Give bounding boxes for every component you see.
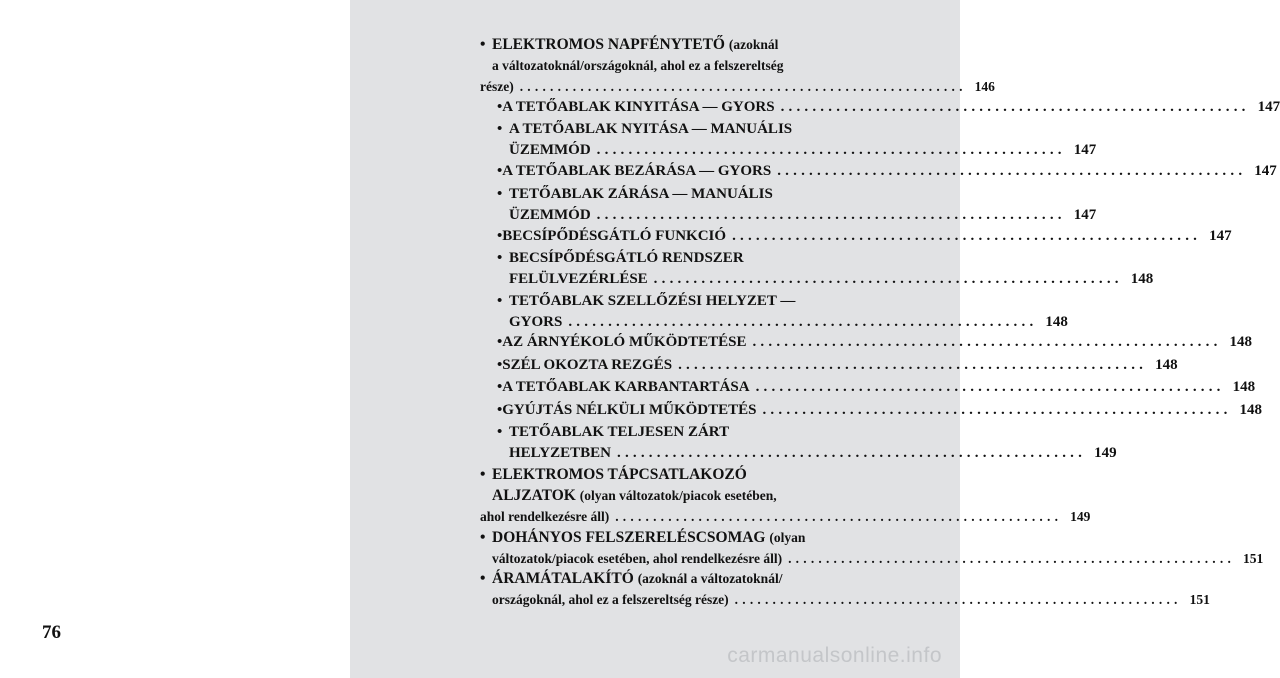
toc-entry-continuation: része)	[480, 79, 514, 94]
page-number: 76	[42, 622, 61, 643]
toc-entry-title: A TETŐABLAK BEZÁRÁSA — GYORS	[502, 163, 772, 179]
bullet-icon: •	[480, 466, 486, 483]
toc-entry-sunroof-open-manual[interactable]	[497, 119, 1097, 161]
bullet-icon: •	[480, 529, 486, 546]
toc-entry-title: ELEKTROMOS TÁPCSATLAKOZÓ	[492, 466, 747, 483]
toc-entry-sunroof-close-manual[interactable]	[497, 184, 1097, 226]
dot-leader: ...........................................................	[762, 402, 1232, 418]
dot-leader: ...........................................................	[732, 228, 1202, 244]
toc-entry-title: GYÚJTÁS NÉLKÜLI MŰKÖDTETÉS	[502, 402, 757, 418]
toc-page-number: 148	[1130, 271, 1154, 287]
bullet-icon: •	[497, 334, 503, 350]
toc-page-number: 146	[974, 79, 995, 94]
toc-entry-venting-sunroof[interactable]	[497, 291, 1068, 333]
toc-entry-title: BECSÍPŐDÉSGÁTLÓ RENDSZER	[509, 250, 744, 266]
toc-entry-continuation: HELYZETBEN	[509, 445, 611, 461]
dot-leader: ...........................................................	[788, 551, 1236, 566]
dot-leader: ...........................................................	[596, 142, 1066, 158]
dot-leader: ...........................................................	[755, 379, 1225, 395]
dot-leader: ...........................................................	[752, 334, 1222, 350]
bullet-icon: •	[497, 99, 503, 115]
toc-entry-sunshade-operation[interactable]	[497, 332, 1253, 353]
toc-entry-smoker-package[interactable]	[480, 527, 1264, 569]
dot-leader: ...........................................................	[519, 79, 967, 94]
toc-entry-pinch-protect-override[interactable]	[497, 248, 1154, 290]
toc-entry-title-suffix: (olyan	[769, 530, 806, 545]
toc-page-number: 147	[1073, 142, 1097, 158]
toc-page-number: 149	[1070, 509, 1091, 524]
toc-entry-title: TETŐABLAK TELJESEN ZÁRT	[509, 424, 730, 440]
toc-page-number: 151	[1243, 551, 1264, 566]
toc-entry-title-suffix: (azoknál	[728, 37, 779, 52]
bullet-icon: •	[497, 228, 503, 244]
dot-leader: ...........................................................	[777, 163, 1247, 179]
dot-leader: ...........................................................	[568, 314, 1038, 330]
toc-entry-title: SZÉL OKOZTA REZGÉS	[502, 357, 673, 373]
toc-entry-continuation: ÜZEMMÓD	[509, 207, 591, 223]
bullet-icon: •	[480, 570, 486, 587]
bullet-icon: •	[497, 186, 503, 202]
bullet-icon: •	[497, 402, 503, 418]
toc-entry-continuation: országoknál, ahol ez a felszereltség része)	[492, 592, 729, 607]
toc-page-number: 148	[1229, 334, 1253, 350]
toc-page-number: 151	[1189, 592, 1210, 607]
bullet-icon: •	[480, 36, 486, 53]
toc-page-number: 148	[1155, 357, 1178, 373]
bullet-icon: •	[497, 424, 503, 440]
toc-entry-power-outlets[interactable]	[480, 464, 1091, 527]
dot-leader: ...........................................................	[617, 445, 1087, 461]
left-page	[0, 0, 350, 678]
toc-entry-sunroof-close-express[interactable]	[497, 161, 1277, 182]
bullet-icon: •	[497, 121, 503, 137]
toc-entry-line-suffix: (olyan változatok/piacok esetében,	[579, 488, 777, 503]
toc-page-number: 148	[1239, 402, 1263, 418]
toc-page-number: 147	[1209, 228, 1232, 244]
toc-page-number: 149	[1094, 445, 1117, 461]
toc-entry-sunroof-fully-closed[interactable]	[497, 422, 1117, 464]
toc-entry-sunroof-maintenance[interactable]	[497, 377, 1256, 398]
toc-entry-sunroof-open-express[interactable]	[497, 97, 1280, 118]
toc-entry-continuation: GYORS	[509, 314, 563, 330]
toc-page-number: 148	[1232, 379, 1256, 395]
dot-leader: ...........................................................	[596, 207, 1066, 223]
toc-entry-title: TETŐABLAK ZÁRÁSA — MANUÁLIS	[509, 186, 773, 202]
bullet-icon: •	[497, 379, 503, 395]
watermark: carmanualsonline.info	[727, 644, 942, 667]
toc-entry-title: AZ ÁRNYÉKOLÓ MŰKÖDTETÉSE	[502, 334, 747, 350]
toc-entry-continuation: ÜZEMMÓD	[509, 142, 591, 158]
dot-leader: ...........................................................	[653, 271, 1123, 287]
right-page	[350, 0, 1280, 678]
dot-leader: ...........................................................	[615, 509, 1063, 524]
toc-entry-continuation: ahol rendelkezésre áll)	[480, 509, 610, 524]
toc-entry-continuation: változatok/piacok esetében, ahol rendelkezésre áll)	[492, 551, 783, 566]
toc-entry-wind-buffeting[interactable]	[497, 355, 1178, 376]
toc-entry-continuation: ALJZATOK	[492, 487, 576, 504]
toc-page-number: 148	[1045, 314, 1068, 330]
toc-page-number: 147	[1254, 163, 1277, 179]
bullet-icon: •	[497, 357, 503, 373]
bullet-icon: •	[497, 293, 503, 309]
toc-entry-electric-sunroof[interactable]	[480, 34, 995, 97]
dot-leader: ...........................................................	[678, 357, 1148, 373]
toc-entry-power-inverter[interactable]	[480, 568, 1210, 610]
toc-entry-title: ELEKTROMOS NAPFÉNYTETŐ	[492, 36, 725, 53]
toc-entry-continuation: FELÜLVEZÉRLÉSE	[509, 271, 648, 287]
toc-page-number: 147	[1073, 207, 1097, 223]
toc-entry-title: A TETŐABLAK NYITÁSA — MANUÁLIS	[509, 121, 793, 137]
toc-page-number: 147	[1257, 99, 1280, 115]
toc-entry-title: BECSÍPŐDÉSGÁTLÓ FUNKCIÓ	[502, 228, 727, 244]
toc-entry-title: TETŐABLAK SZELLŐZÉSI HELYZET —	[509, 293, 796, 309]
toc-entry-title: ÁRAMÁTALAKÍTÓ	[492, 570, 634, 587]
toc-entry-continuation: a változatoknál/országoknál, ahol ez a felszereltség	[492, 58, 784, 73]
toc-entry-title: A TETŐABLAK KINYITÁSA — GYORS	[502, 99, 775, 115]
toc-entry-ignition-off-operation[interactable]	[497, 400, 1263, 421]
toc-entry-title: A TETŐABLAK KARBANTARTÁSA	[502, 379, 750, 395]
bullet-icon: •	[497, 250, 503, 266]
dot-leader: ...........................................................	[734, 592, 1182, 607]
toc-entry-title: DOHÁNYOS FELSZERELÉSCSOMAG	[492, 529, 766, 546]
bullet-icon: •	[497, 163, 503, 179]
dot-leader: ...........................................................	[780, 99, 1250, 115]
toc-entry-title-suffix: (azoknál a változatoknál/	[637, 571, 783, 586]
toc-entry-pinch-protect[interactable]	[497, 226, 1232, 247]
